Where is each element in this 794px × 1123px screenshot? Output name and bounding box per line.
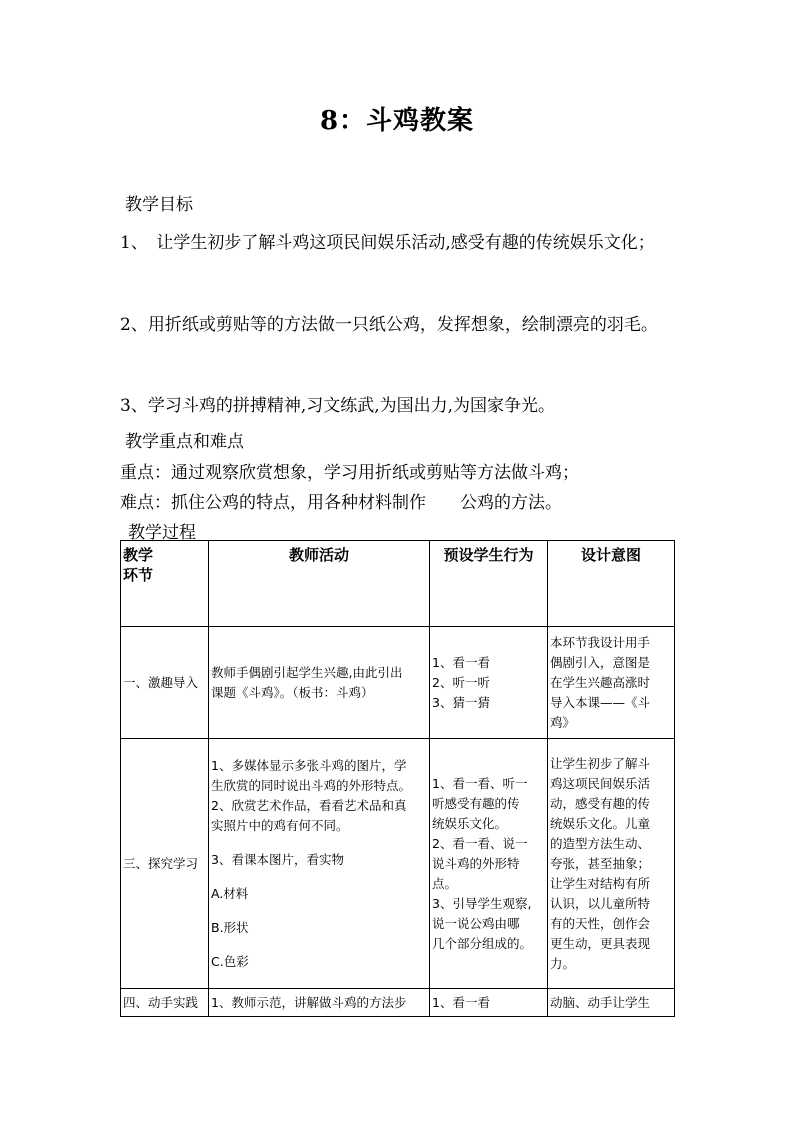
table-row [121, 739, 675, 989]
row-teacher-activity: 1、多媒体显示多张斗鸡的图片，学 生欣赏的同时说出斗鸡的外形特点。 2、欣赏艺术作品，看看艺术品和真 实照片中的鸡有何不同。 3、看课本图片，看实物 A.材料 B.形状 C.色彩 [209, 739, 430, 989]
header-teacher-activity: 教师活动 [209, 541, 430, 627]
row-design-intent: 本环节我设计用手 偶剧引入，意图是 在学生兴趣高涨时 导入本课——《斗 鸡》 [548, 627, 675, 739]
row-stage: 一、激趣导入 [121, 627, 209, 739]
row-stage: 四、动手实践 [121, 989, 209, 1017]
header-stage: 教学 环节 [121, 541, 209, 627]
row-design-intent: 让学生初步了解斗 鸡这项民间娱乐活 动，感受有趣的传 统娱乐文化。儿童 的造型方法生动、 夸张，甚至抽象； 让学生对结构有所 认识，以儿童所特 有的天性，创作会 更生动，更具表现 力。 [548, 739, 675, 989]
row-student-behavior: 1、看一看 2、听一听 3、猜一猜 [430, 627, 548, 739]
objective-2: 2、用折纸或剪贴等的方法做一只纸公鸡，发挥想象，绘制漂亮的羽毛。 [120, 315, 658, 335]
table-header-row [121, 541, 675, 627]
difficulty-text: 难点：抓住公鸡的特点，用各种材料制作 公鸡的方法。 [120, 493, 562, 513]
header-design-intent: 设计意图 [548, 541, 675, 627]
lesson-process-table [120, 540, 675, 1017]
row-teacher-activity: 1、教师示范，讲解做斗鸡的方法步 [209, 989, 430, 1017]
row-design-intent: 动脑、动手让学生 [548, 989, 675, 1017]
focus-heading: 教学重点和难点 [125, 432, 244, 452]
objective-3: 3、学习斗鸡的拼搏精神,习文练武,为国出力,为国家争光。 [120, 396, 556, 416]
table-row [121, 989, 675, 1017]
document-title: 8：斗鸡教案 [319, 106, 475, 136]
objectives-heading: 教学目标 [125, 195, 193, 215]
row-teacher-activity: 教师手偶剧引起学生兴趣,由此引出 课题《斗鸡》。（板书：斗鸡） [209, 627, 430, 739]
header-student-behavior: 预设学生行为 [430, 541, 548, 627]
focus-text: 重点：通过观察欣赏想象，学习用折纸或剪贴等方法做斗鸡； [120, 463, 579, 483]
objective-1: 1、 让学生初步了解斗鸡这项民间娱乐活动,感受有趣的传统娱乐文化； [120, 233, 655, 253]
row-stage: 三、探究学习 [121, 739, 209, 989]
table-row [121, 627, 675, 739]
row-student-behavior: 1、看一看 [430, 989, 548, 1017]
row-student-behavior: 1、看一看、听一 听感受有趣的传 统娱乐文化。 2、看一看、说一 说斗鸡的外形特 点。 3、引导学生观察, 说一说公鸡由哪 几个部分组成的。 [430, 739, 548, 989]
process-heading: 教学过程 [128, 523, 196, 543]
